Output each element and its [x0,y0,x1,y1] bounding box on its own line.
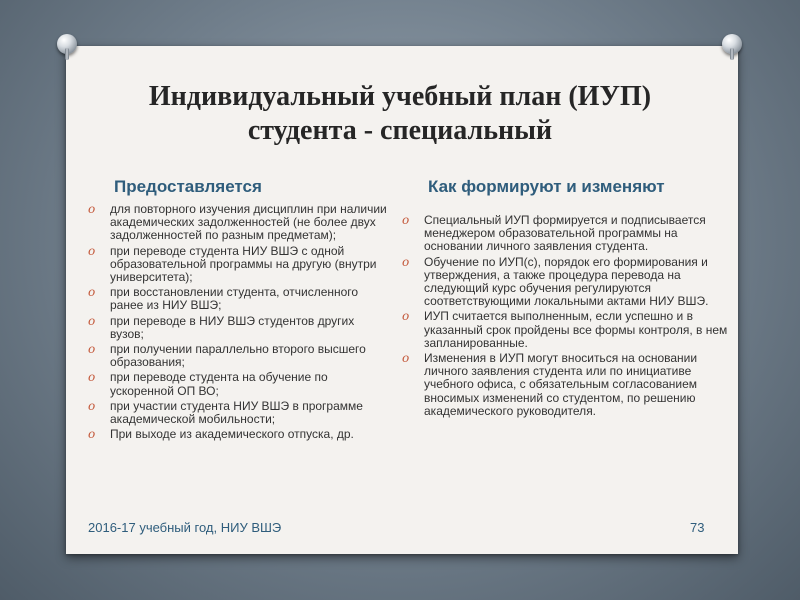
list-item [84,286,390,312]
bullet-icon: o [88,202,96,216]
left-bullet-list [84,203,390,443]
right-column-heading: Как формируют и изменяют [428,177,665,196]
list-item [84,343,390,369]
list-item-text: при переводе в НИУ ВШЭ студентов других вузов; [110,313,355,341]
bullet-icon: o [402,351,410,366]
list-item-text: Обучение по ИУП(с), порядок его формирования и утверждения, а также процедура перевода на следующий курс обучения регулируются соответствующими локальными актами НИУ ВШЭ. [424,254,709,309]
list-item-text: для повторного изучения дисциплин при наличии академических задолженностей (не более двух задолженностей по разным предметам); [110,202,387,243]
slide-title-line-1: Индивидуальный учебный план (ИУП) [148,81,652,112]
list-item [84,245,390,285]
bullet-icon: o [88,370,96,385]
right-bullet-list [398,214,728,420]
list-item-text: ИУП считается выполненным, если успешно и в указанный срок пройдены все формы контроля, в нем запланированные. [424,309,728,350]
bullet-icon: o [402,213,410,227]
list-item [84,371,390,397]
list-item-text: Изменения в ИУП могут вноситься на основании личного заявления студента или по инициативе учебного офиса, с обязательным согласованием вносимых изменений со студентом, по решению академического руководителя. [424,351,698,418]
bullet-icon: o [88,342,96,357]
slide-title-line-2: студента - специальный [247,115,553,146]
list-item [398,352,728,418]
list-item [398,310,728,350]
pushpin-icon [57,34,79,60]
bullet-icon: o [88,285,96,300]
list-item-text: при участии студента НИУ ВШЭ в программе академической мобильности; [110,398,363,427]
list-item [84,315,390,341]
pushpin-icon [722,34,744,60]
bullet-icon: o [402,309,410,324]
list-item-text: При выходе из академического отпуска, др. [110,427,354,442]
left-column-heading: Предоставляется [114,177,262,196]
list-item [84,400,390,426]
slide-title [60,80,740,148]
list-item-text: при переводе студента на обучение по ускоренной ОП ВО; [110,370,328,398]
list-item-text: при восстановлении студента, отчисленного ранее из НИУ ВШЭ; [110,285,359,313]
page-number: 73 [690,520,705,535]
list-item [398,214,728,254]
bullet-icon: o [88,313,96,328]
list-item [84,203,390,243]
bullet-icon: o [402,254,410,269]
list-item [84,428,390,441]
list-item [398,256,728,309]
bullet-icon: o [88,398,96,413]
footer-text: 2016-17 учебный год, НИУ ВШЭ [88,520,282,535]
list-item-text: Специальный ИУП формируется и подписывается менеджером образовательной программы на основании личного заявления студента. [424,213,706,254]
list-item-text: при переводе студента НИУ ВШЭ с одной образовательной программы на другую (внутри университета); [110,243,377,285]
bullet-icon: o [88,427,96,442]
bullet-icon: o [88,243,96,258]
list-item-text: при получении параллельно второго высшего образования; [110,342,366,370]
